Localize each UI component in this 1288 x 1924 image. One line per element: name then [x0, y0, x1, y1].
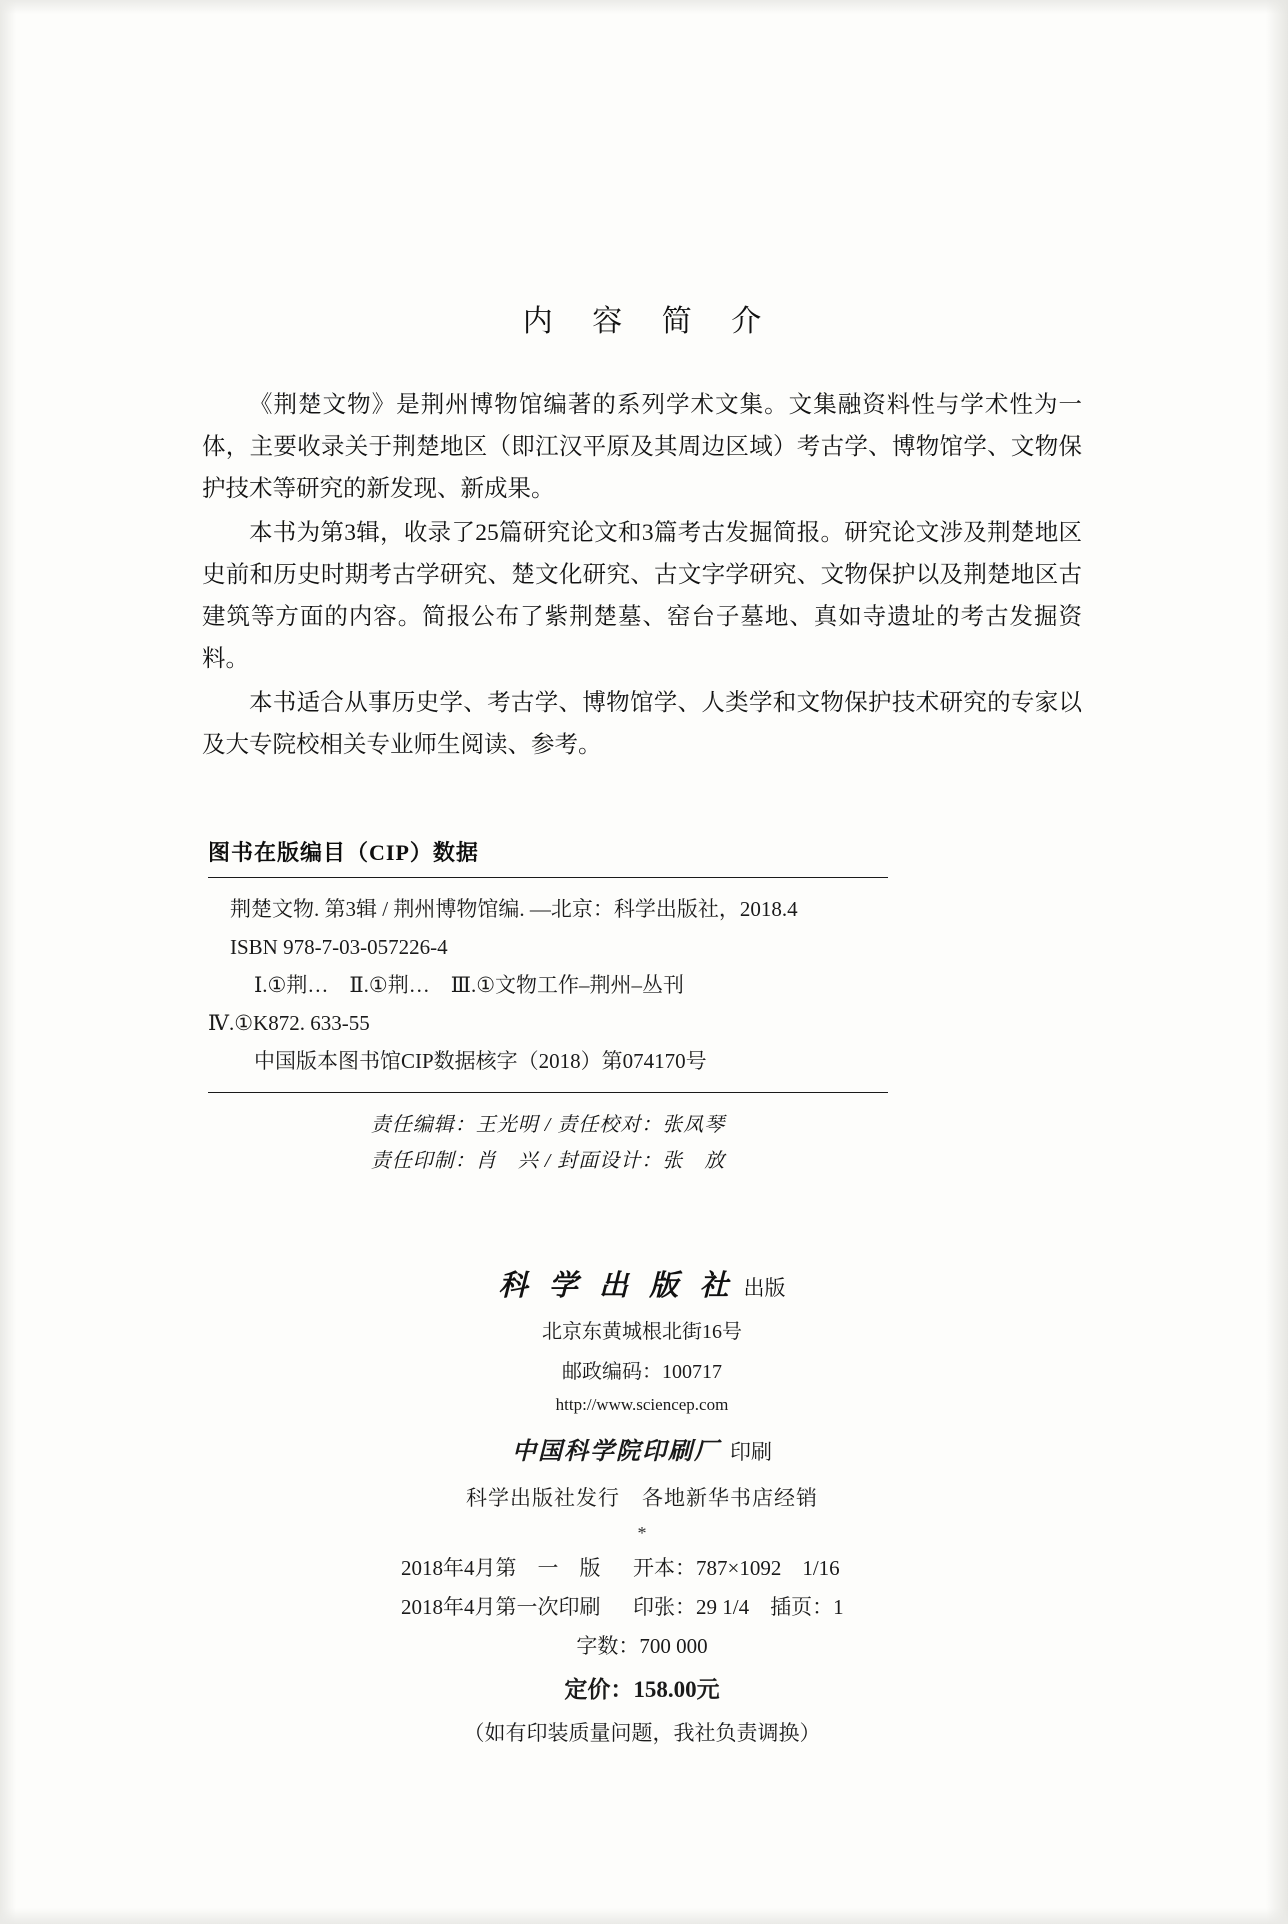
- cip-line-classification-2: Ⅳ.①K872. 633-55: [208, 1011, 370, 1035]
- abstract-paragraph-1: 《荆楚文物》是荆州博物馆编著的系列学术文集。文集融资料性与学术性为一体，主要收录关于荆楚地区（即江汉平原及其周边区域）考古学、博物馆学、文物保护技术等研究的新发现、新成果。: [202, 392, 1082, 502]
- spec-sheets: 印张：29 1/4 插页：1: [633, 1595, 844, 1619]
- quality-note: （如有印装质量问题，我社负责调换）: [463, 1721, 821, 1745]
- publisher-url[interactable]: http://www.sciencep.com: [555, 1395, 729, 1414]
- scan-edge-right: [1266, 0, 1288, 1924]
- publisher-address: 北京东黄城根北街16号: [542, 1321, 742, 1343]
- cip-line-classification-1: Ⅰ.①荆… Ⅱ.①荆… Ⅲ.①文物工作–荆州–丛刊: [254, 973, 685, 997]
- cip-line-catalog-number: 中国版本图书馆CIP数据核字（2018）第074170号: [254, 1049, 707, 1073]
- publisher-postcode: 邮政编码：100717: [562, 1361, 722, 1383]
- printer-name: 中国科学院印刷厂: [512, 1439, 720, 1465]
- scan-edge-bottom: [0, 1908, 1288, 1924]
- separator-asterisk: *: [637, 1523, 647, 1543]
- printer-row: [202, 1433, 1082, 1471]
- cip-lines: [208, 878, 888, 1092]
- credits-editor-line: 责任编辑：王光明 / 责任校对：张凤琴: [370, 1114, 726, 1136]
- spec-word-count: 字数：700 000: [576, 1634, 708, 1658]
- cip-block: [208, 836, 888, 1179]
- page-content: [202, 0, 1082, 1752]
- spec-edition: 2018年4月第 一 版: [401, 1556, 601, 1580]
- cip-line-isbn: ISBN 978-7-03-057226-4: [230, 935, 448, 959]
- price-label: 定价：: [564, 1677, 634, 1702]
- publisher-block: [202, 1265, 1082, 1543]
- distribution-line: 科学出版社发行 各地新华书店经销: [466, 1486, 818, 1510]
- publisher-name-suffix: 出版: [743, 1276, 786, 1300]
- spec-printing: 2018年4月第一次印刷: [401, 1595, 601, 1619]
- abstract-block: [202, 384, 1082, 766]
- specs-block: [202, 1549, 1082, 1752]
- spec-row: [202, 1588, 1082, 1627]
- credits-block: [208, 1093, 888, 1179]
- page-title: 内 容 简 介: [522, 305, 778, 338]
- credits-printing-line: 责任印制：肖 兴 / 封面设计：张 放: [370, 1150, 726, 1172]
- price-value: 158.00元: [633, 1677, 720, 1702]
- spec-row: [202, 1627, 1082, 1666]
- cip-line-title: 荆楚文物. 第3辑 / 荆州博物馆编. —北京：科学出版社，2018.4: [230, 897, 798, 921]
- cip-heading: 图书在版编目（CIP）数据: [208, 840, 479, 865]
- publisher-name-row: [202, 1265, 1082, 1309]
- publisher-name: 科 学 出 版 社: [498, 1270, 736, 1302]
- abstract-paragraph-2: 本书为第3辑，收录了25篇研究论文和3篇考古发掘简报。研究论文涉及荆楚地区史前和历史时期考古学研究、楚文化研究、古文字学研究、文物保护以及荆楚地区古建筑等方面的内容。简报公布了紫荆楚墓、窑台子墓地、真如寺遗址的考古发掘资料。: [202, 520, 1082, 672]
- price-row: [202, 1670, 1082, 1710]
- spec-format: 开本：787×1092 1/16: [633, 1556, 840, 1580]
- printer-suffix: 印刷: [730, 1440, 772, 1464]
- scan-edge-left: [0, 0, 16, 1924]
- abstract-paragraph-3: 本书适合从事历史学、考古学、博物馆学、人类学和文物保护技术研究的专家以及大专院校相关专业师生阅读、参考。: [202, 690, 1082, 758]
- spec-row: [202, 1549, 1082, 1588]
